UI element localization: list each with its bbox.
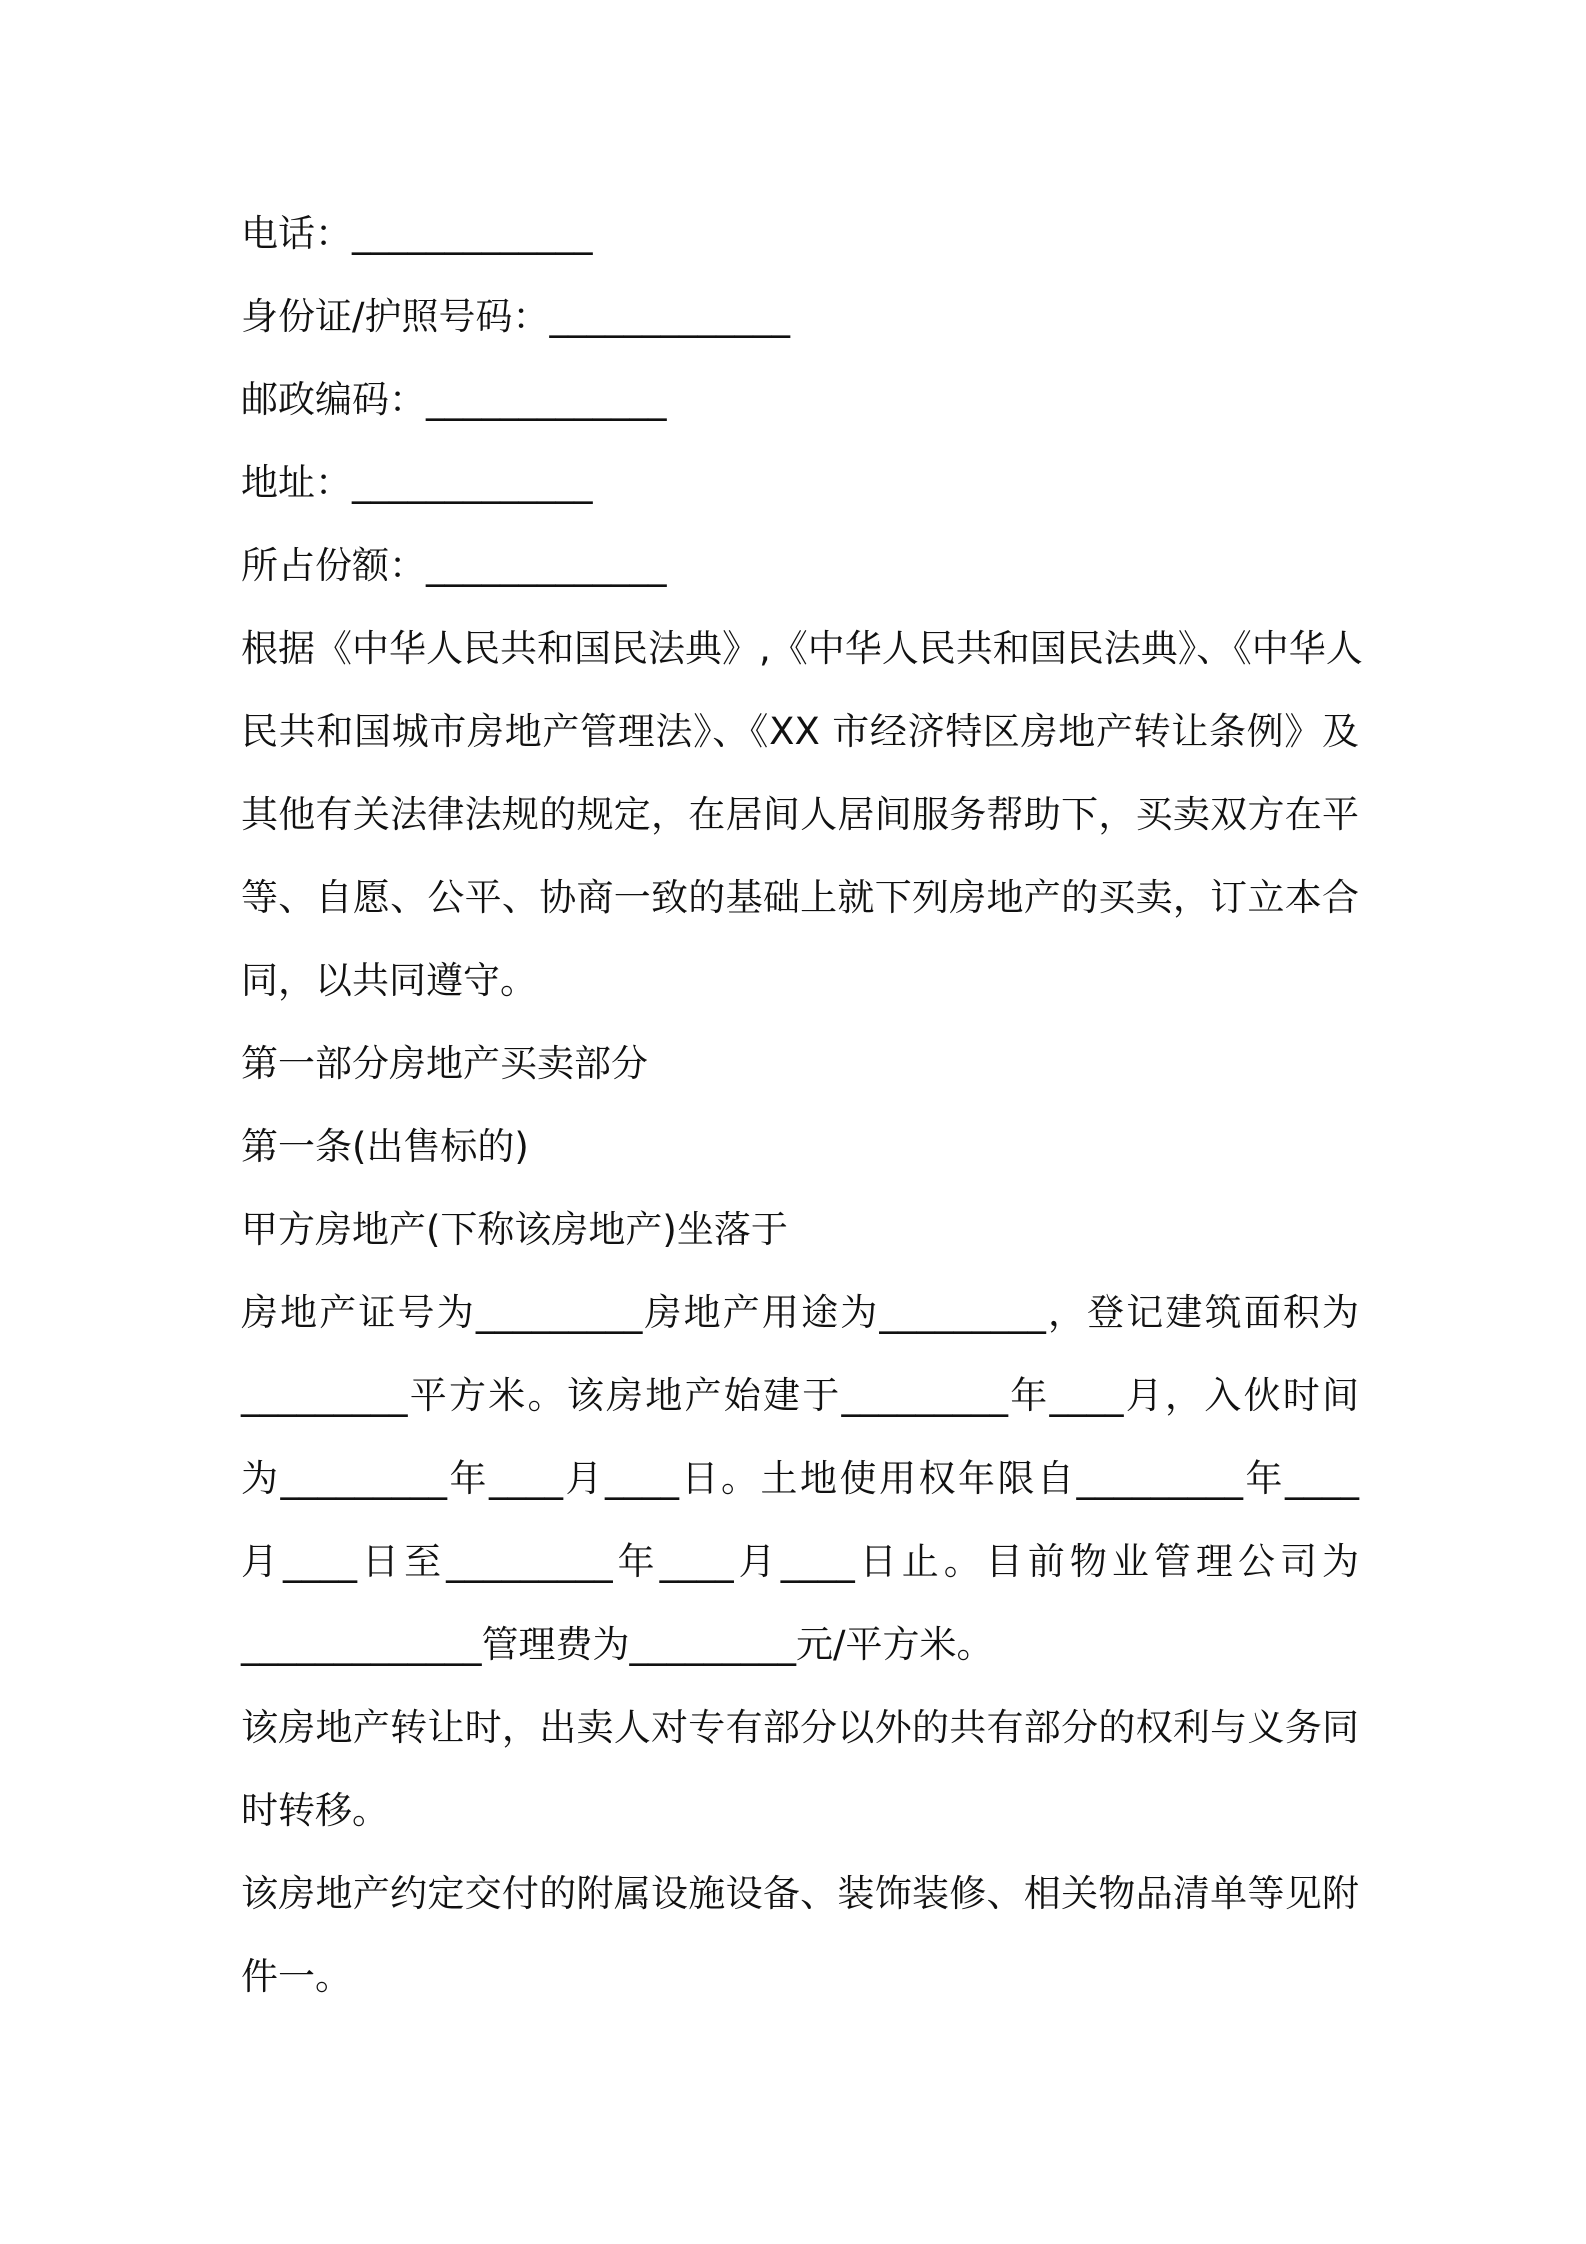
preamble-line: 根据《中华人民共和国民法典》,《中华人民共和国民法典》、《中华人 [241,627,1363,670]
document-body [241,192,1363,2018]
share-field: 所占份额：_____________ [241,544,667,587]
article-one-title: 第一条(出售标的) [241,1125,529,1168]
property-details-paragraph [241,1271,1359,1686]
attachment-clause-line: 件一。 [241,1955,352,1998]
details-line: 为_________年____月____日。土地使用权年限自_________年____ [241,1457,1359,1500]
preamble-line: 同，以共同遵守。 [241,959,537,1002]
details-line: 房地产证号为_________房地产用途为_________，登记建筑面积为 [241,1291,1359,1334]
transfer-clause-line: 该房地产转让时，出卖人对专有部分以外的共有部分的权利与义务同 [241,1706,1359,1749]
details-line: 月____日至_________年____月____日止。目前物业管理公司为 [241,1540,1359,1583]
details-line: _________平方米。该房地产始建于_________年____月，入伙时间 [241,1374,1359,1417]
preamble-line: 等、自愿、公平、协商一致的基础上就下列房地产的买卖，订立本合 [241,876,1359,919]
part-one-title: 第一部分房地产买卖部分 [241,1042,648,1085]
preamble-paragraph [241,607,1363,1022]
transfer-clause-paragraph [241,1686,1359,1852]
attachment-clause-paragraph [241,1852,1359,2018]
location-line: 甲方房地产(下称该房地产)坐落于 [241,1208,788,1251]
details-line: _____________管理费为_________元/平方米。 [241,1623,994,1666]
attachment-clause-line: 该房地产约定交付的附属设施设备、装饰装修、相关物品清单等见附 [241,1872,1359,1915]
preamble-line: 民共和国城市房地产管理法》、《XX 市经济特区房地产转让条例》及 [241,710,1359,753]
id-passport-field: 身份证/护照号码：_____________ [241,295,790,338]
preamble-line: 其他有关法律法规的规定，在居间人居间服务帮助下，买卖双方在平 [241,793,1359,836]
address-field: 地址：_____________ [241,461,593,504]
postal-code-field: 邮政编码：_____________ [241,378,667,421]
transfer-clause-line: 时转移。 [241,1789,389,1832]
phone-field: 电话：_____________ [241,212,593,255]
